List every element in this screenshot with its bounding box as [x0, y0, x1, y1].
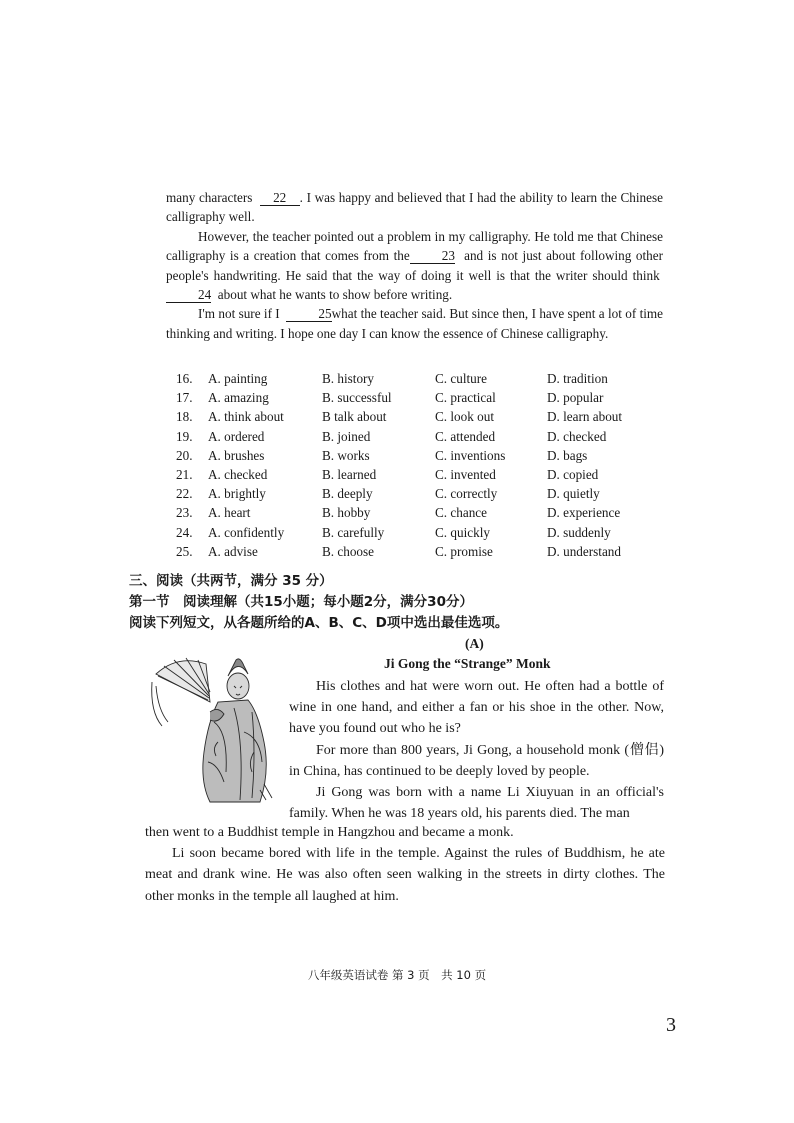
option-b: B. successful	[322, 390, 392, 406]
option-d: D. experience	[547, 505, 621, 521]
page-footer: 八年级英语试卷 第 3 页 共 10 页	[307, 968, 487, 982]
passage-title: Ji Gong the “Strange” Monk	[384, 656, 551, 671]
page-number: 3	[666, 1014, 676, 1036]
passage-label: (A)	[465, 636, 484, 651]
blank-22: 22	[260, 190, 300, 206]
option-a: A. painting	[208, 371, 268, 386]
option-a: A. brushes	[208, 447, 265, 463]
blank-23: 23	[410, 248, 455, 264]
blank-24: 24	[166, 287, 211, 303]
option-d: D. quietly	[547, 486, 600, 502]
option-b: B. choose	[322, 543, 375, 559]
option-row	[176, 427, 676, 446]
passage-paragraph-3: Ji Gong was born with a name Li Xiuyuan in an official's family. When he was 18 years old, his parents died. The man	[289, 785, 664, 822]
reading-section-heading: 三、阅读（共两节，满分 35 分）	[129, 573, 333, 589]
option-row	[176, 446, 676, 465]
option-d: D. checked	[547, 428, 607, 444]
question-number: 16.	[176, 371, 193, 386]
ji-gong-illustration	[148, 652, 278, 810]
passage-bottom-block	[145, 822, 665, 907]
option-row	[176, 484, 676, 503]
option-c: C. promise	[435, 543, 493, 559]
passage-top-block	[289, 676, 664, 824]
option-c: C. chance	[435, 505, 487, 521]
option-row	[176, 465, 676, 484]
option-c: C. practical	[435, 390, 496, 406]
question-number: 18.	[176, 409, 193, 425]
text: However, the teacher pointed out a problem in my calligraphy. He told me that Chinese calligraphy is a creation that comes from the	[166, 228, 663, 264]
option-d: D. copied	[547, 466, 599, 482]
question-number: 20.	[176, 447, 193, 463]
text: about what he wants to show before writing.	[217, 287, 453, 303]
option-d: D. tradition	[547, 371, 608, 386]
question-number: 25.	[176, 543, 193, 559]
option-d: D. suddenly	[547, 524, 611, 540]
text: what the teacher said. But since then, I have spent a lot of time thinking and writing. I hope one day I can know the essence of Chinese calligraphy.	[166, 306, 664, 341]
option-c: C. quickly	[435, 524, 490, 540]
option-row	[176, 369, 676, 388]
cloze-text	[166, 188, 663, 343]
question-number: 21.	[176, 466, 193, 482]
option-b: B. joined	[322, 428, 371, 444]
question-number: 17.	[176, 390, 193, 406]
option-c: C. correctly	[435, 486, 498, 502]
option-b: B. hobby	[322, 505, 371, 521]
option-row	[176, 542, 676, 561]
passage-paragraph-2: For more than 800 years, Ji Gong, a household monk (僧侣) in China, has continued to be deeply loved by people.	[289, 742, 664, 779]
question-number: 19.	[176, 428, 193, 444]
options-table	[176, 369, 676, 561]
option-d: D. learn about	[547, 409, 623, 425]
text: I'm not sure if I	[198, 306, 280, 322]
passage-paragraph-4: Li soon became bored with life in the temple. Against the rules of Buddhism, he ate meat and drank wine. He was also often seen walking in the streets in dirty clothes. The other monks in the temple all laughed at him.	[145, 846, 665, 904]
option-c: C. culture	[435, 371, 488, 386]
option-c: C. attended	[435, 428, 496, 444]
blank-25: 25	[286, 306, 331, 322]
option-a: A. brightly	[208, 486, 266, 502]
question-number: 22.	[176, 486, 193, 502]
option-a: A. advise	[208, 543, 258, 559]
option-b: B. works	[322, 447, 370, 463]
option-b: B. carefully	[322, 524, 385, 540]
reading-section-subheading: 第一节 阅读理解（共15小题；每小题2分，满分30分）	[129, 594, 473, 610]
question-number: 23.	[176, 505, 193, 521]
question-number: 24.	[176, 524, 193, 540]
option-a: A. checked	[208, 466, 268, 482]
option-a: A. confidently	[208, 524, 285, 540]
option-b: B talk about	[322, 409, 387, 425]
option-d: D. popular	[547, 390, 604, 406]
option-b: B. history	[322, 371, 375, 386]
option-a: A. ordered	[208, 428, 265, 444]
reading-instruction: 阅读下列短文，从各题所给的A、B、C、D项中选出最佳选项。	[129, 615, 509, 631]
option-b: B. deeply	[322, 486, 373, 502]
option-c: C. inventions	[435, 447, 506, 463]
passage-paragraph-1: His clothes and hat were worn out. He often had a bottle of wine in one hand, and either a fan or his shoe in the other. Now, have you found out who he is?	[289, 679, 664, 737]
text: . I was happy and believed that I had the ability to learn the Chinese calligraphy well.	[166, 190, 663, 225]
option-a: A. heart	[208, 505, 251, 521]
option-row	[176, 388, 676, 407]
option-c: C. look out	[435, 409, 494, 425]
passage-paragraph-3-cont: then went to a Buddhist temple in Hangzhou and became a monk.	[145, 825, 514, 840]
text: and is not just about following other people's handwriting. He said that the way of doing it well is that the writer should think	[166, 248, 664, 283]
option-a: A. amazing	[208, 390, 269, 406]
option-d: D. understand	[547, 543, 621, 559]
option-row	[176, 523, 676, 542]
option-a: A. think about	[208, 409, 284, 425]
text: many characters	[166, 190, 253, 205]
option-row	[176, 503, 676, 522]
cloze-paragraph-1	[166, 188, 663, 227]
option-b: B. learned	[322, 466, 377, 482]
cloze-paragraph-2	[166, 227, 663, 305]
option-c: C. invented	[435, 466, 496, 482]
option-d: D. bags	[547, 447, 588, 463]
option-row	[176, 407, 676, 426]
cloze-paragraph-3	[166, 304, 663, 343]
